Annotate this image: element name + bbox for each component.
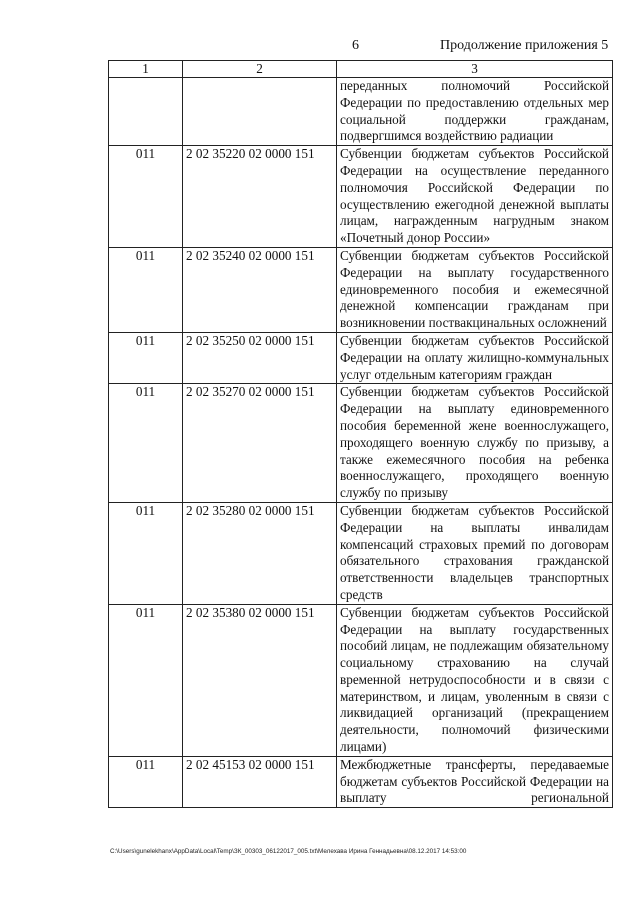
- description-cell: Субвенции бюджетам субъектов Российской Федерации на осуществление переданного полномочия Российской Федерации по осуществлению ежегодной денежной выплаты лицам, награжденным нагрудным знаком «Почетный донор России»: [337, 146, 613, 248]
- budget-code-cell: 2 02 35240 02 0000 151: [183, 247, 337, 332]
- table-row: [109, 247, 613, 332]
- description-cell: Субвенции бюджетам субъектов Российской Федерации на оплату жилищно-коммунальных услуг отдельным категориям граждан: [337, 332, 613, 383]
- table-row: [109, 332, 613, 383]
- admin-code-cell: 011: [109, 502, 183, 604]
- table-row: [109, 502, 613, 604]
- table-row: [109, 604, 613, 756]
- budget-code-cell: 2 02 35220 02 0000 151: [183, 146, 337, 248]
- column-number-row: [109, 61, 613, 78]
- admin-code-cell: 011: [109, 247, 183, 332]
- admin-code-cell: 011: [109, 384, 183, 503]
- budget-code-cell: [183, 78, 337, 146]
- page-number: 6: [352, 38, 359, 53]
- budget-code-cell: 2 02 35270 02 0000 151: [183, 384, 337, 503]
- file-path-footer: C:\Users\gunelekhanx\AppData\Local\Temp\ЗК_00303_06122017_005.txt\Мелехава Ирина Геннадьевна\08.12.2017 14:53:00: [110, 848, 467, 855]
- continuation-label: Продолжение приложения 5: [440, 38, 609, 53]
- column-header-2: 2: [183, 61, 337, 78]
- description-cell: Субвенции бюджетам субъектов Российской Федерации на выплату государственных пособий лицам, не подлежащим обязательному социальному страхованию на случай временной нетрудоспособности и в связи с материнством, и лицам, уволенным в связи с ликвидацией организаций (прекращением деятельности, полномочий физическими лицами): [337, 604, 613, 756]
- budget-code-cell: 2 02 35380 02 0000 151: [183, 604, 337, 756]
- description-cell: переданных полномочий Российской Федерации по предоставлению отдельных мер социальной поддержки гражданам, подвергшимся воздействию радиации: [337, 78, 613, 146]
- admin-code-cell: 011: [109, 756, 183, 807]
- budget-code-cell: 2 02 35280 02 0000 151: [183, 502, 337, 604]
- description-cell: Субвенции бюджетам субъектов Российской Федерации на выплату государственного единовременного пособия и ежемесячной денежной компенсации гражданам при возникновении поствакцинальных осложнений: [337, 247, 613, 332]
- budget-codes-table: [108, 60, 613, 808]
- column-header-1: 1: [109, 61, 183, 78]
- admin-code-cell: 011: [109, 604, 183, 756]
- column-header-3: 3: [337, 61, 613, 78]
- budget-code-cell: 2 02 45153 02 0000 151: [183, 756, 337, 807]
- table-row: [109, 384, 613, 503]
- budget-code-cell: 2 02 35250 02 0000 151: [183, 332, 337, 383]
- table-row: [109, 146, 613, 248]
- admin-code-cell: 011: [109, 332, 183, 383]
- table-row: [109, 78, 613, 146]
- admin-code-cell: [109, 78, 183, 146]
- description-cell: Субвенции бюджетам субъектов Российской Федерации на выплату единовременного пособия беременной жене военнослужащего, проходящего военную службу по призыву, а также ежемесячного пособия на ребенка военнослужащего, проходящего военную службу по призыву: [337, 384, 613, 503]
- admin-code-cell: 011: [109, 146, 183, 248]
- description-cell: Субвенции бюджетам субъектов Российской Федерации на выплаты инвалидам компенсаций страховых премий по договорам обязательного страхования гражданской ответственности владельцев транспортных средств: [337, 502, 613, 604]
- description-cell: Межбюджетные трансферты, передаваемые бюджетам субъектов Российской Федерации на выплату региональной: [337, 756, 613, 807]
- table-row: [109, 756, 613, 807]
